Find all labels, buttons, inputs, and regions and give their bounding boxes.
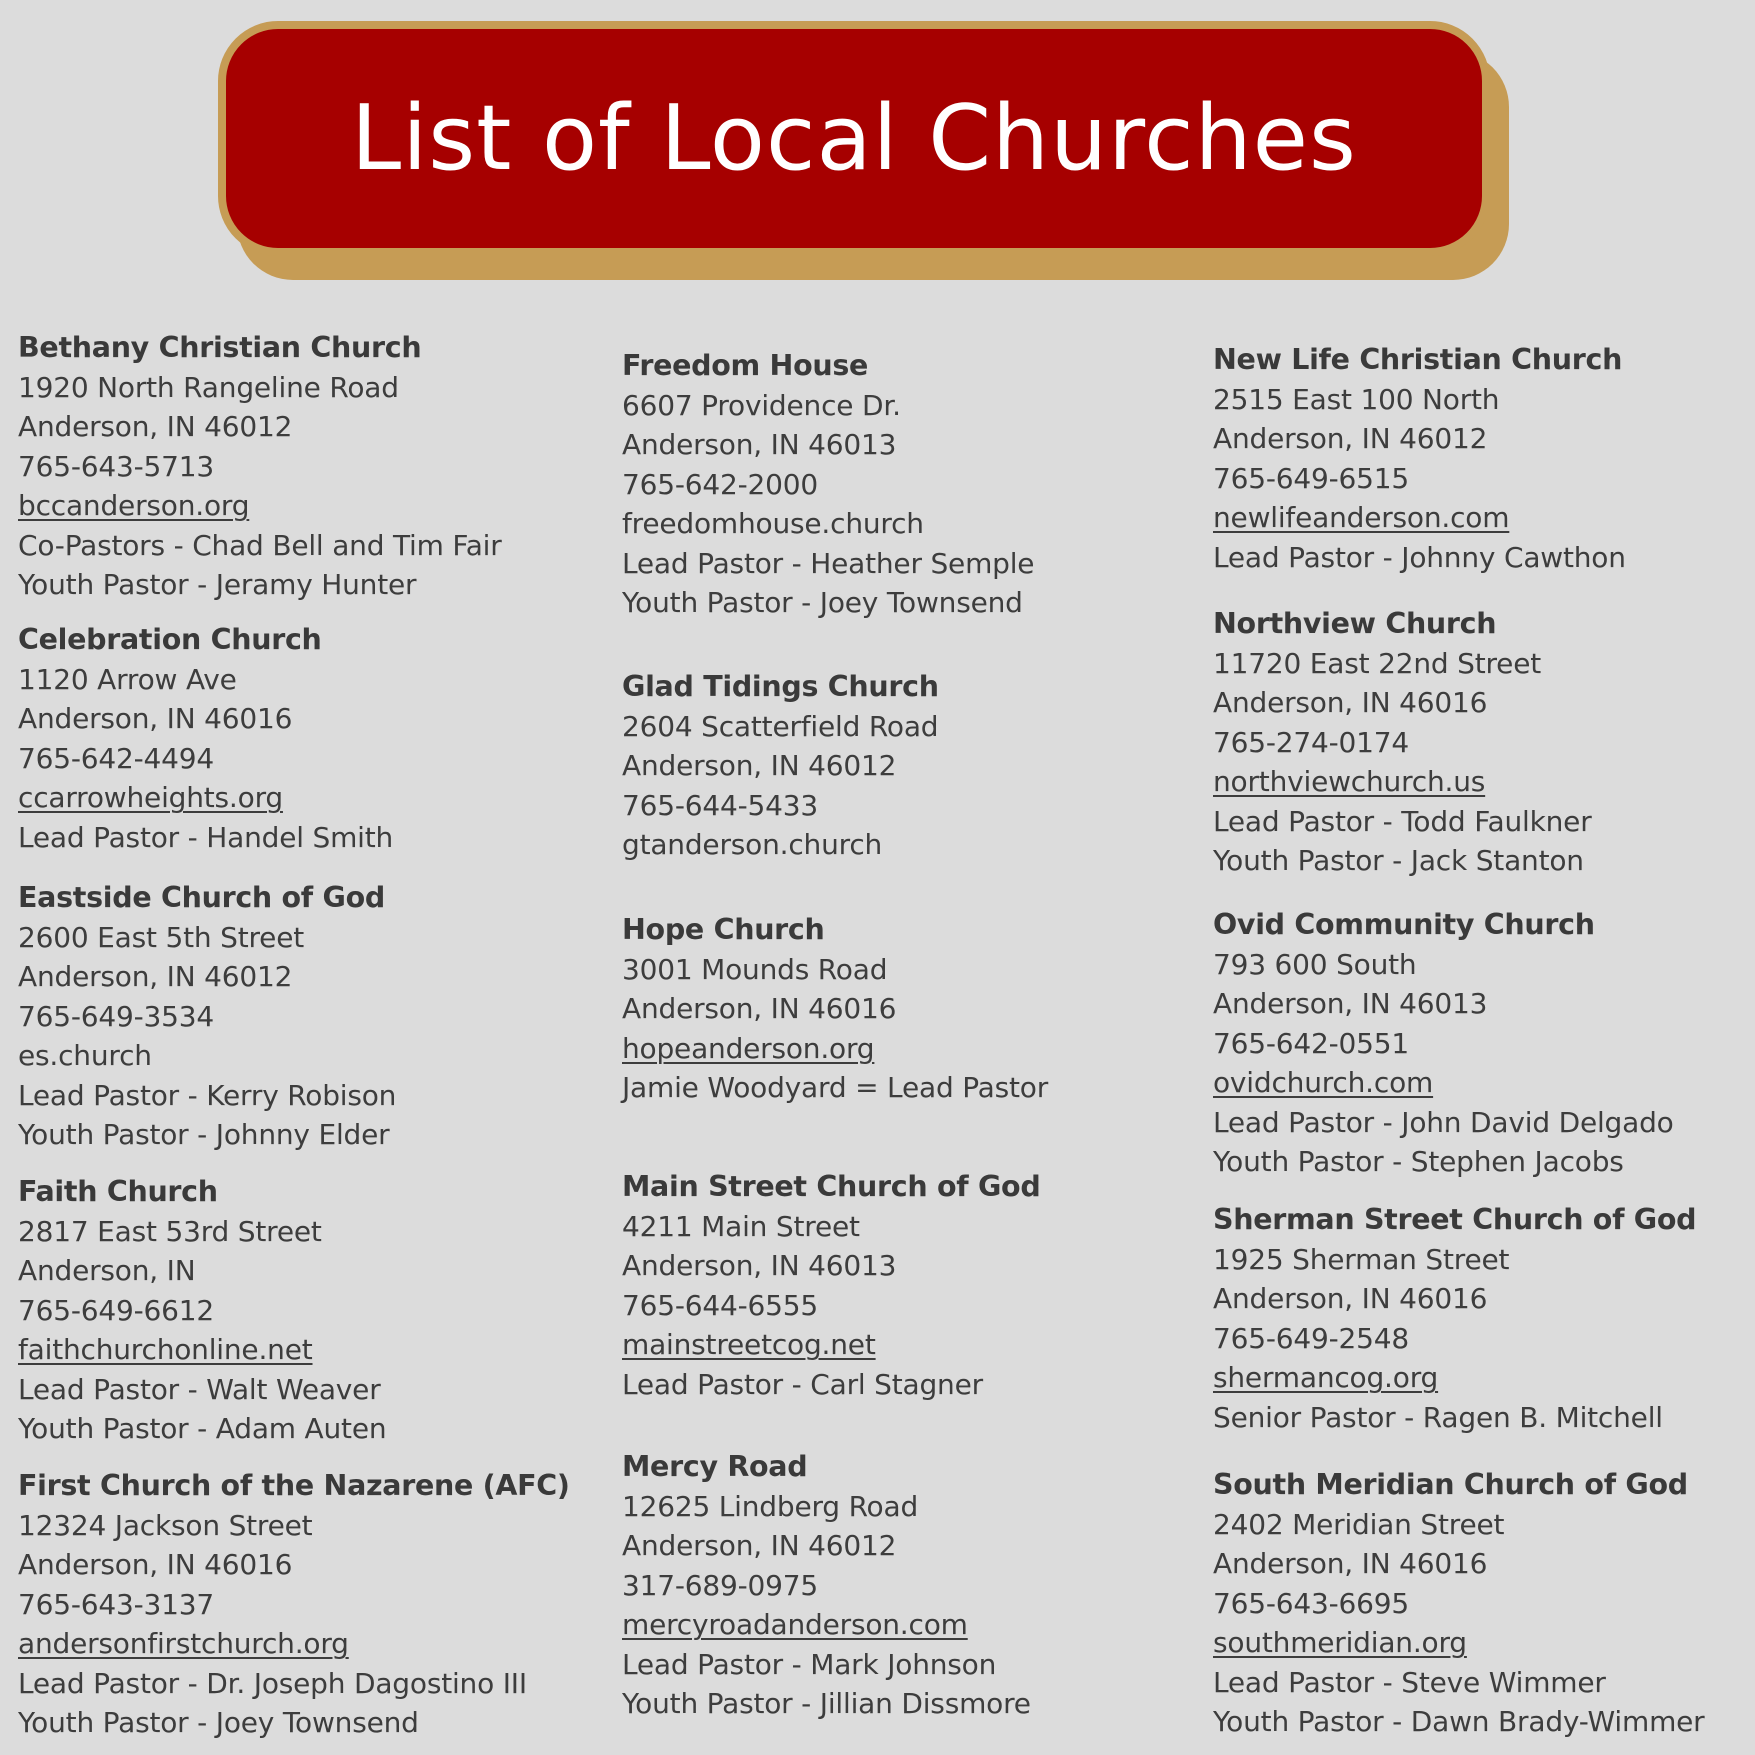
church-detail-line: 317-689-0975 — [622, 1568, 818, 1602]
church-detail-line: freedomhouse.church — [622, 507, 924, 541]
church-entry — [18, 620, 578, 857]
church-detail-line: 765-643-3137 — [18, 1587, 214, 1621]
church-detail-line: 1120 Arrow Ave — [18, 663, 237, 696]
church-detail-line: Anderson, IN 46016 — [18, 1548, 293, 1582]
church-detail-line: 2515 East 100 North — [1213, 383, 1500, 416]
church-website-link[interactable]: mainstreetcog.net — [622, 1328, 876, 1362]
church-detail-line: 765-649-6612 — [18, 1293, 214, 1327]
church-detail-line: Anderson, IN 46013 — [622, 428, 897, 462]
church-website-link[interactable]: hopeanderson.org — [622, 1031, 875, 1065]
church-name: South Meridian Church of God — [1213, 1468, 1688, 1501]
church-entry — [622, 1167, 1182, 1404]
church-name: Celebration Church — [18, 623, 322, 656]
church-entry — [1213, 340, 1755, 577]
church-detail-line: Anderson, IN 46016 — [622, 992, 897, 1026]
church-name: Glad Tidings Church — [622, 670, 939, 703]
church-detail-line: 765-644-6555 — [622, 1288, 818, 1322]
church-detail-line: 12324 Jackson Street — [18, 1509, 313, 1542]
church-detail-line: Anderson, IN 46012 — [622, 1529, 897, 1563]
church-detail-line: Lead Pastor - Dr. Joseph Dagostino III — [18, 1666, 527, 1700]
church-detail-line: Youth Pastor - Jeramy Hunter — [18, 568, 417, 602]
church-detail-line: 765-642-0551 — [1213, 1026, 1409, 1060]
church-website-link[interactable]: bccanderson.org — [18, 489, 250, 523]
church-website-link[interactable]: ovidchurch.com — [1213, 1066, 1434, 1100]
church-entry — [622, 1447, 1182, 1723]
church-website-link[interactable]: southmeridian.org — [1213, 1626, 1467, 1660]
church-name: Eastside Church of God — [18, 881, 386, 914]
title-banner — [218, 21, 1490, 256]
church-detail-line: Youth Pastor - Stephen Jacobs — [1213, 1145, 1624, 1179]
church-website-link[interactable]: northviewchurch.us — [1213, 765, 1486, 799]
church-detail-line: Anderson, IN — [18, 1254, 196, 1288]
church-detail-line: Anderson, IN 46016 — [1213, 686, 1488, 720]
church-entry — [18, 328, 578, 604]
church-website-link[interactable]: newlifeanderson.com — [1213, 501, 1510, 535]
church-detail-line: 2600 East 5th Street — [18, 921, 304, 954]
church-detail-line: Anderson, IN 46013 — [1213, 987, 1488, 1021]
church-detail-line: Anderson, IN 46012 — [622, 749, 897, 783]
church-detail-line: Youth Pastor - Dawn Brady-Wimmer — [1213, 1705, 1705, 1739]
church-name: Sherman Street Church of God — [1213, 1203, 1697, 1236]
church-detail-line: Lead Pastor - Walt Weaver — [18, 1372, 381, 1406]
church-detail-line: Lead Pastor - Kerry Robison — [18, 1078, 397, 1112]
church-entry — [1213, 905, 1755, 1181]
church-entry — [1213, 1200, 1755, 1437]
church-detail-line: Youth Pastor - Adam Auten — [18, 1412, 387, 1446]
church-website-link[interactable]: andersonfirstchurch.org — [18, 1627, 349, 1661]
church-detail-line: Anderson, IN 46012 — [18, 410, 293, 444]
church-detail-line: Lead Pastor - Carl Stagner — [622, 1367, 983, 1401]
church-detail-line: Lead Pastor - Todd Faulkner — [1213, 804, 1592, 838]
church-detail-line: 765-649-3534 — [18, 999, 214, 1033]
church-detail-line: 765-643-5713 — [18, 449, 214, 483]
church-detail-line: 765-643-6695 — [1213, 1586, 1409, 1620]
church-detail-line: 765-649-2548 — [1213, 1321, 1409, 1355]
church-name: Northview Church — [1213, 607, 1497, 640]
church-detail-line: Lead Pastor - Steve Wimmer — [1213, 1665, 1606, 1699]
church-detail-line: Lead Pastor - Mark Johnson — [622, 1647, 997, 1681]
church-detail-line: Anderson, IN 46012 — [1213, 422, 1488, 456]
church-entry — [18, 878, 578, 1154]
church-entry — [1213, 1465, 1755, 1741]
church-entry — [18, 1172, 578, 1448]
church-detail-line: 11720 East 22nd Street — [1213, 647, 1542, 680]
church-website-link[interactable]: shermancog.org — [1213, 1361, 1439, 1395]
church-detail-line: Youth Pastor - Joey Townsend — [18, 1706, 419, 1740]
church-entry — [1213, 604, 1755, 880]
church-detail-line: 12625 Lindberg Road — [622, 1490, 919, 1523]
church-detail-line: Co-Pastors - Chad Bell and Tim Fair — [18, 528, 502, 562]
church-website-link[interactable]: ccarrowheights.org — [18, 781, 283, 815]
church-detail-line: 2817 East 53rd Street — [18, 1215, 322, 1248]
church-detail-line: 6607 Providence Dr. — [622, 389, 901, 422]
church-detail-line: Anderson, IN 46013 — [622, 1249, 897, 1283]
church-detail-line: gtanderson.church — [622, 828, 883, 862]
church-detail-line: 793 600 South — [1213, 948, 1417, 981]
church-website-link[interactable]: mercyroadanderson.com — [622, 1608, 968, 1642]
church-detail-line: Anderson, IN 46016 — [1213, 1547, 1488, 1581]
church-name: First Church of the Nazarene (AFC) — [18, 1469, 570, 1502]
church-name: Freedom House — [622, 349, 869, 382]
church-detail-line: Jamie Woodyard = Lead Pastor — [622, 1071, 1049, 1105]
church-detail-line: Lead Pastor - John David Delgado — [1213, 1105, 1674, 1139]
church-website-link[interactable]: faithchurchonline.net — [18, 1333, 313, 1367]
church-entry — [622, 346, 1182, 622]
church-entry — [622, 910, 1182, 1108]
church-detail-line: 765-274-0174 — [1213, 725, 1409, 759]
church-detail-line: 4211 Main Street — [622, 1210, 860, 1243]
church-detail-line: Lead Pastor - Handel Smith — [18, 820, 394, 854]
page-title: List of Local Churches — [351, 85, 1357, 191]
church-name: Ovid Community Church — [1213, 908, 1595, 941]
church-detail-line: 2604 Scatterfield Road — [622, 710, 939, 743]
church-entry — [18, 1466, 578, 1742]
church-detail-line: Anderson, IN 46012 — [18, 960, 293, 994]
church-name: New Life Christian Church — [1213, 343, 1623, 376]
church-detail-line: Lead Pastor - Johnny Cawthon — [1213, 540, 1626, 574]
church-detail-line: Youth Pastor - Jillian Dissmore — [622, 1687, 1031, 1721]
church-detail-line: es.church — [18, 1039, 152, 1073]
church-detail-line: Anderson, IN 46016 — [18, 702, 293, 736]
church-detail-line: Youth Pastor - Joey Townsend — [622, 586, 1023, 620]
church-detail-line: Senior Pastor - Ragen B. Mitchell — [1213, 1400, 1663, 1434]
church-name: Mercy Road — [622, 1450, 808, 1483]
church-detail-line: 2402 Meridian Street — [1213, 1508, 1505, 1541]
church-detail-line: 1925 Sherman Street — [1213, 1243, 1510, 1276]
church-detail-line: Youth Pastor - Jack Stanton — [1213, 844, 1584, 878]
church-detail-line: 765-649-6515 — [1213, 461, 1409, 495]
church-detail-line: 765-642-4494 — [18, 741, 214, 775]
church-entry — [622, 667, 1182, 865]
church-name: Faith Church — [18, 1175, 218, 1208]
church-detail-line: 765-642-2000 — [622, 467, 818, 501]
church-name: Bethany Christian Church — [18, 331, 422, 364]
church-detail-line: Anderson, IN 46016 — [1213, 1282, 1488, 1316]
church-detail-line: 765-644-5433 — [622, 788, 818, 822]
church-detail-line: 3001 Mounds Road — [622, 953, 888, 986]
church-detail-line: Youth Pastor - Johnny Elder — [18, 1118, 390, 1152]
church-name: Hope Church — [622, 913, 825, 946]
church-name: Main Street Church of God — [622, 1170, 1041, 1203]
church-detail-line: 1920 North Rangeline Road — [18, 371, 399, 404]
church-detail-line: Lead Pastor - Heather Semple — [622, 546, 1035, 580]
